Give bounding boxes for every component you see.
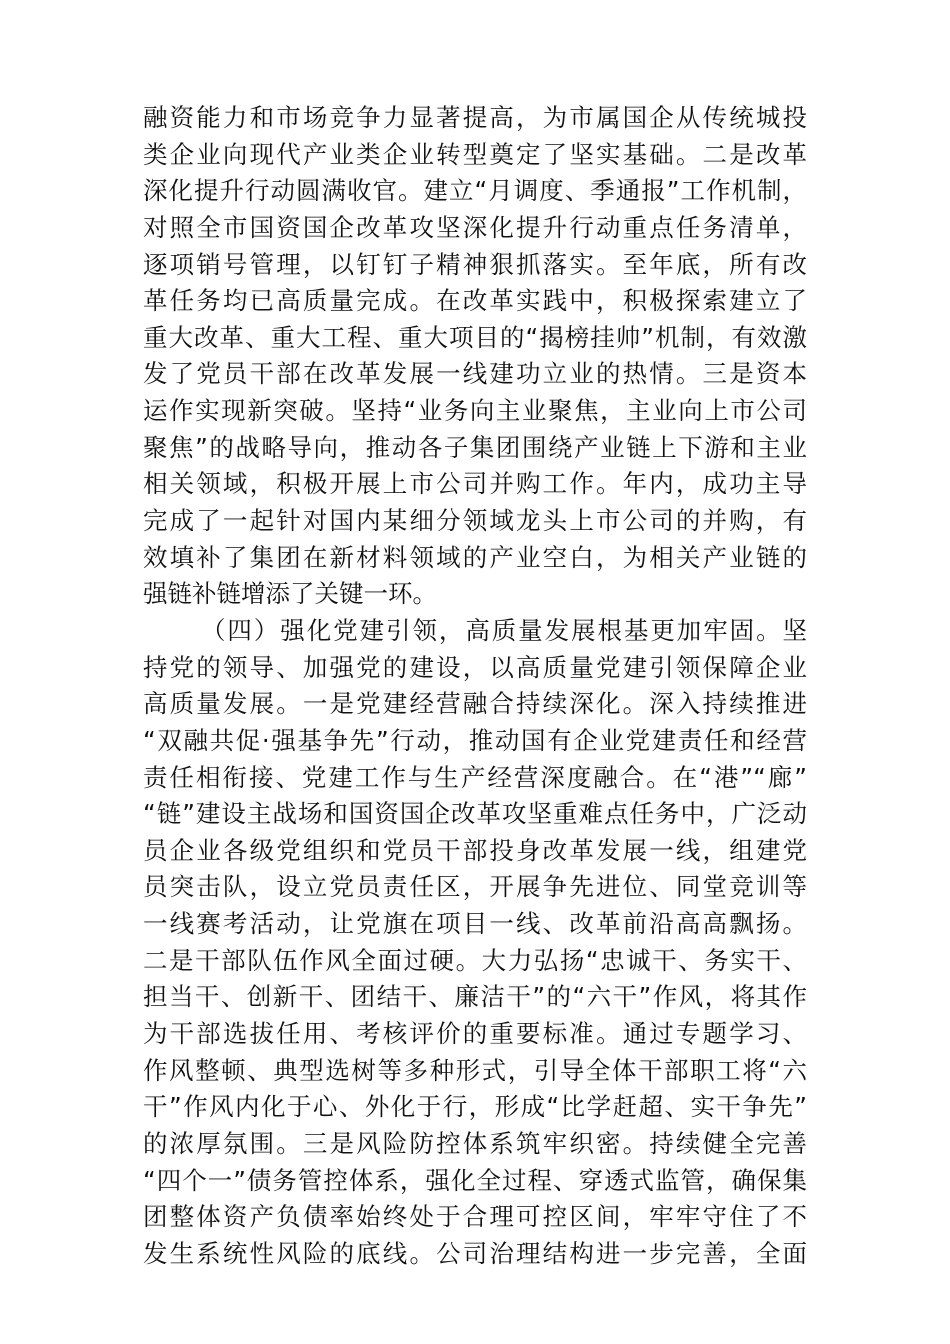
- text-line: 员突击队，设立党员责任区，开展争先进位、同堂竞训等: [143, 872, 807, 902]
- text-line: 一线赛考活动，让党旗在项目一线、改革前沿高高飘扬。: [143, 909, 807, 939]
- text-line: “四个一”债务管控体系，强化全过程、穿透式监管，确保集: [143, 1165, 807, 1195]
- text-line: 对照全市国资国企改革攻坚深化提升行动重点任务清单，: [143, 212, 807, 242]
- text-line: “双融共促·强基争先”行动，推动国有企业党建责任和经营: [143, 725, 807, 755]
- text-line: 相关领域，积极开展上市公司并购工作。年内，成功主导: [143, 469, 807, 499]
- text-line: “链”建设主战场和国资国企改革攻坚重难点任务中，广泛动: [143, 799, 807, 829]
- text-line: 效填补了集团在新材料领域的产业空白，为相关产业链的: [143, 542, 807, 572]
- text-line: 二是干部队伍作风全面过硬。大力弘扬“忠诚干、务实干、: [143, 945, 807, 975]
- text-line: 革任务均已高质量完成。在改革实践中，积极探索建立了: [143, 286, 807, 316]
- text-line: 类企业向现代产业类企业转型奠定了坚实基础。二是改革: [143, 139, 807, 169]
- paragraph-party-building: [143, 613, 807, 1273]
- text-line: 团整体资产负债率始终处于合理可控区间，牢牢守住了不: [143, 1202, 807, 1232]
- document-page: [143, 100, 807, 1273]
- text-line: 担当干、创新干、团结干、廉洁干”的“六干”作风，将其作: [143, 982, 807, 1012]
- text-line: 深化提升行动圆满收官。建立“月调度、季通报”工作机制，: [143, 176, 807, 206]
- text-line: 发了党员干部在改革发展一线建功立业的热情。三是资本: [143, 359, 807, 389]
- text-line: 高质量发展。一是党建经营融合持续深化。深入持续推进: [143, 689, 807, 719]
- text-line: 员企业各级党组织和党员干部投身改革发展一线，组建党: [143, 835, 807, 865]
- text-line: 责任相衔接、党建工作与生产经营深度融合。在“港”“廊”: [143, 762, 807, 792]
- text-line: 融资能力和市场竞争力显著提高，为市属国企从传统城投: [143, 103, 807, 132]
- text-line: 运作实现新突破。坚持“业务向主业聚焦，主业向上市公司: [143, 396, 807, 426]
- text-line: 逐项销号管理，以钉钉子精神狠抓落实。至年底，所有改: [143, 249, 807, 279]
- text-line: 强链补链增添了关键一环。: [143, 579, 437, 609]
- text-line: 聚焦”的战略导向，推动各子集团围绕产业链上下游和主业: [143, 432, 807, 462]
- text-line: 发生系统性风险的底线。公司治理结构进一步完善，全面: [143, 1238, 807, 1268]
- text-line: 持党的领导、加强党的建设，以高质量党建引领保障企业: [143, 652, 807, 682]
- text-line: 干”作风内化于心、外化于行，形成“比学赶超、实干争先”: [143, 1092, 807, 1122]
- text-line: 完成了一起针对国内某细分领域龙头上市公司的并购，有: [143, 506, 807, 536]
- section-heading-line: （四）强化党建引领，高质量发展根基更加牢固。坚: [201, 615, 807, 645]
- text-line: 为干部选拔任用、考核评价的重要标准。通过专题学习、: [143, 1019, 807, 1049]
- text-line: 重大改革、重大工程、重大项目的“揭榜挂帅”机制，有效激: [143, 322, 807, 352]
- paragraph-capital-operation: [143, 100, 807, 613]
- text-line: 作风整顿、典型选树等多种形式，引导全体干部职工将“六: [143, 1055, 807, 1085]
- text-line: 的浓厚氛围。三是风险防控体系筑牢织密。持续健全完善: [143, 1128, 807, 1158]
